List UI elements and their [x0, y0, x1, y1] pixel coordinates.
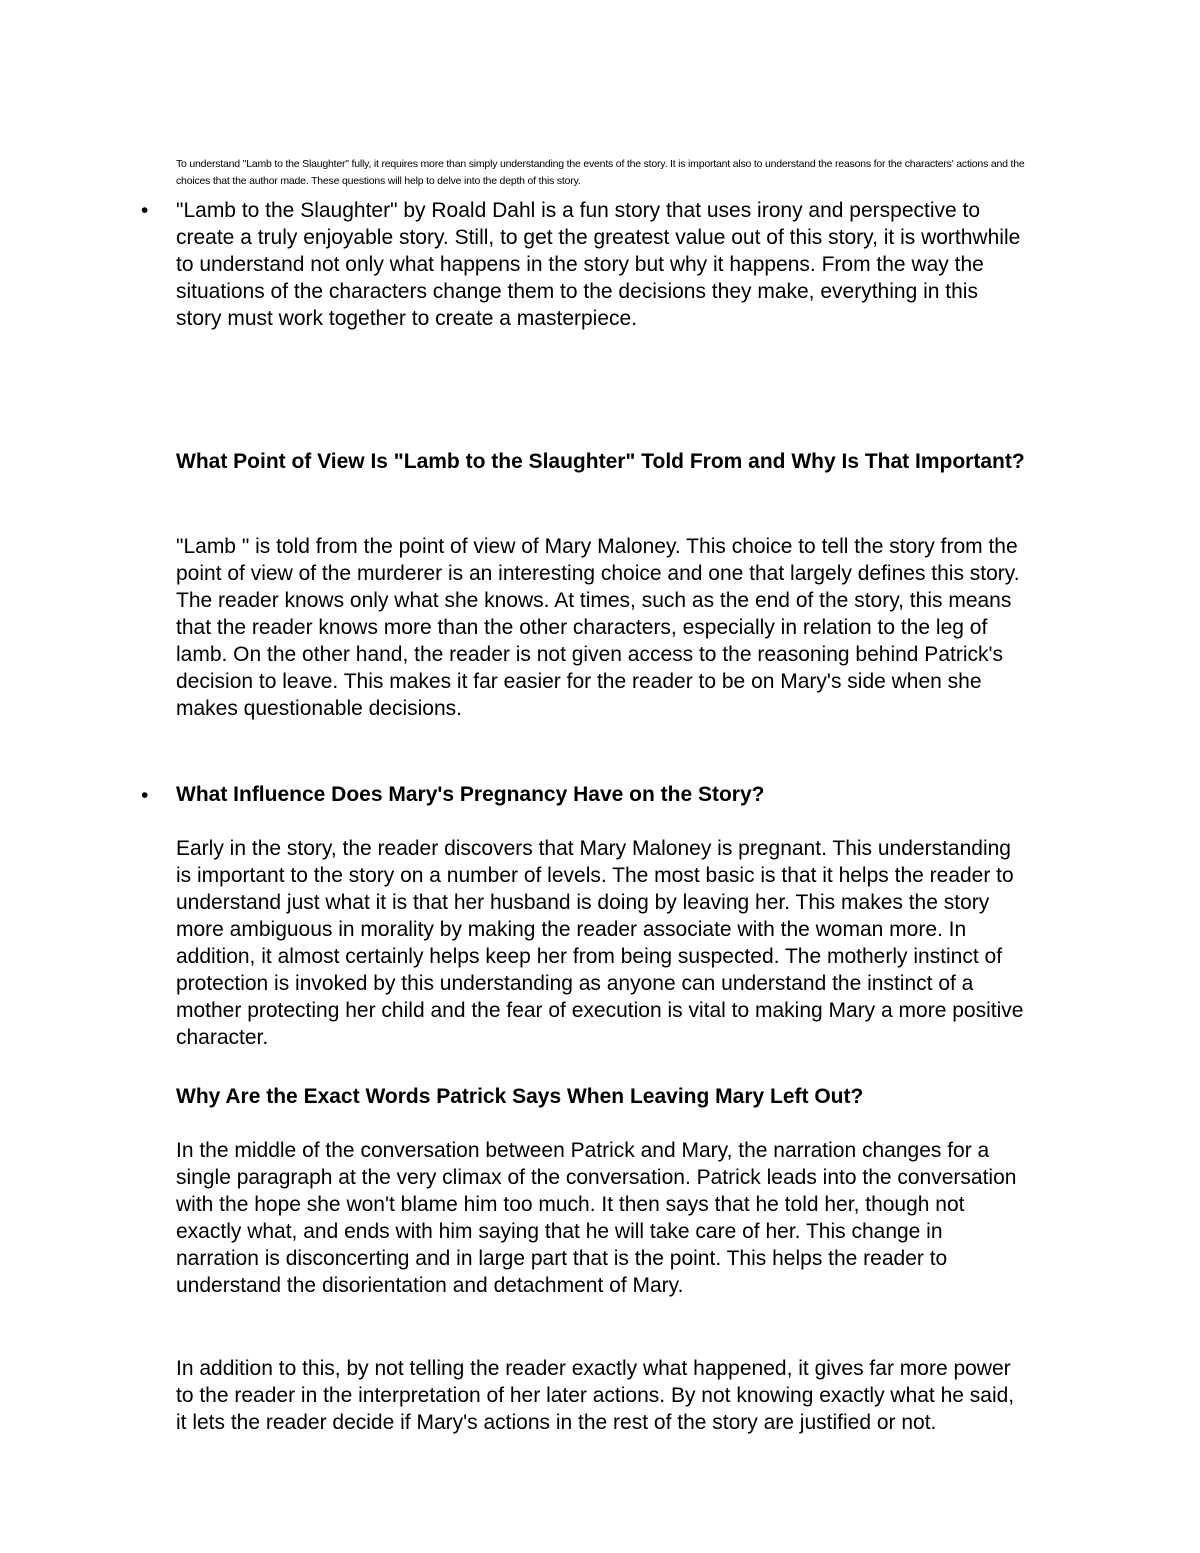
section-paragraph-exact-words: In the middle of the conversation between Patrick and Mary, the narration changes for a single paragraph at the very climax of the conversation. Patrick leads into the conversation with the hope she won't blame him too much. It then says that he told her, though not exactly what, and ends with him saying that he will take care of her. This change in narration is disconcerting and in large part that is the point. This helps the reader to understand the disorientation and detachment of Mary.: [176, 1139, 1017, 1297]
section-paragraph-exact-words-2: In addition to this, by not telling the reader exactly what happened, it gives far more power to the reader in the interpretation of her later actions. By not knowing exactly what he said, it lets the reader decide if Mary's actions in the rest of the story are justified or not.: [176, 1357, 1015, 1434]
section-paragraph-pregnancy: Early in the story, the reader discovers that Mary Maloney is pregnant. This understanding is important to the story on a number of levels. The most basic is that it helps the reader to understand just what it is that her husband is doing by leaving her. This makes the story more ambiguous in morality by making the reader associate with the woman more. In addition, it almost certainly helps keep her from being suspected. The motherly instinct of protection is invoked by this understanding as anyone can understand the instinct of a mother protecting her child and the fear of execution is vital to making Mary a more positive character.: [176, 837, 1024, 1049]
intro-note: To understand "Lamb to the Slaughter" fully, it requires more than simply understanding the events of the story. It is important also to understand the reasons for the characters' actions and the choices that the author made. These questions will help to delve into the depth of this story.: [176, 158, 1025, 187]
summary-paragraph: "Lamb to the Slaughter" by Roald Dahl is a fun story that uses irony and perspective to create a truly enjoyable story. Still, to get the greatest value out of this story, it is worthwhile to understand not only what happens in the story but why it happens. From the way the situations of the characters change them to the decisions they make, everything in this story must work together to create a masterpiece.: [176, 199, 1021, 330]
section-heading-exact-words: Why Are the Exact Words Patrick Says When Leaving Mary Left Out?: [176, 1085, 864, 1108]
section-paragraph-point-of-view: "Lamb " is told from the point of view of Mary Maloney. This choice to tell the story from the point of view of the murderer is an interesting choice and one that largely defines this story. The reader knows only what she knows. At times, such as the end of the story, this means that the reader knows more than the other characters, especially in relation to the leg of lamb. On the other hand, the reader is not given access to the reasoning behind Patrick's decision to leave. This makes it far easier for the reader to be on Mary's side when she makes questionable decisions.: [176, 535, 1020, 720]
section-heading-pregnancy: What Influence Does Mary's Pregnancy Have on the Story?: [176, 783, 765, 806]
bullet-icon: •: [141, 199, 149, 222]
section-heading-point-of-view: What Point of View Is "Lamb to the Slaughter" Told From and Why Is That Important?: [176, 450, 1025, 473]
bullet-icon: •: [141, 784, 149, 807]
